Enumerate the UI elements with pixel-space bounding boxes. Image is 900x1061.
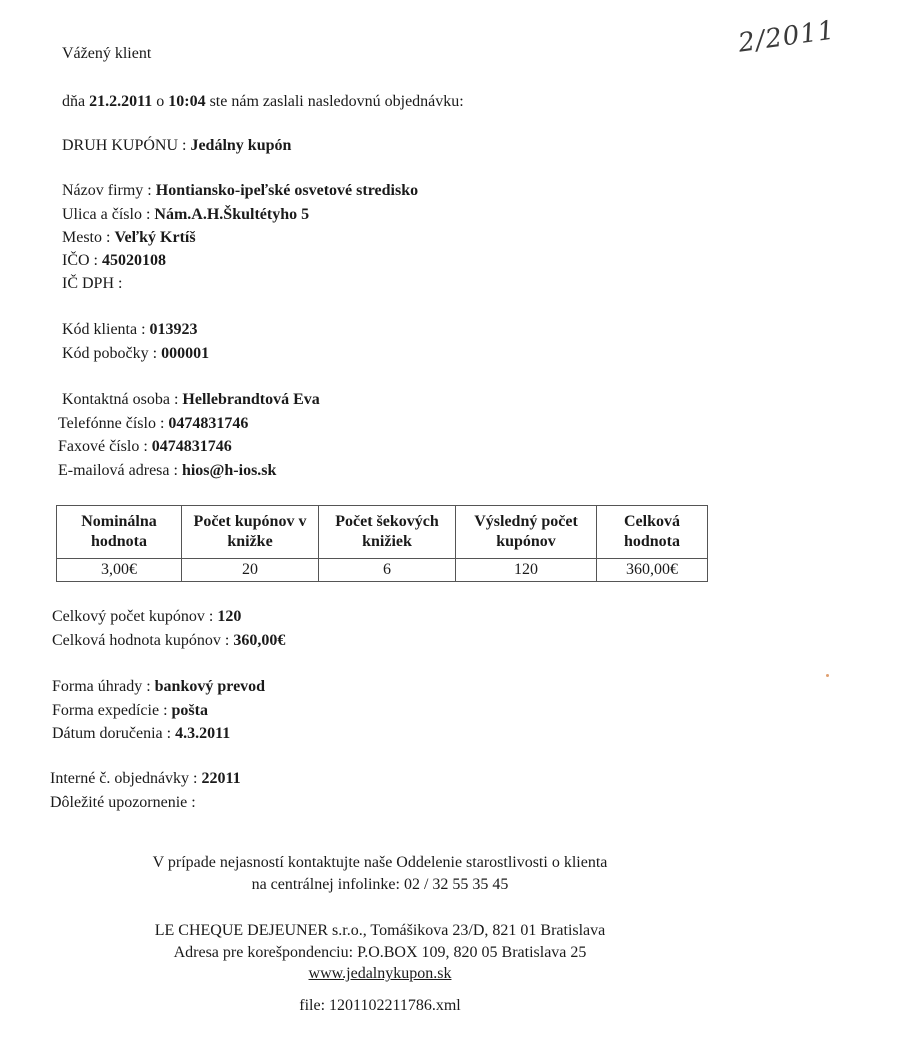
field-label: Interné č. objednávky : <box>50 770 198 787</box>
delivery-date <box>52 724 230 744</box>
field-value: 0474831746 <box>168 415 249 432</box>
intro-prefix: dňa <box>62 93 86 110</box>
contact-fax <box>58 437 232 457</box>
intro-suffix: ste nám zaslali nasledovnú objednávku: <box>209 93 464 110</box>
field-value: Nám.A.H.Škultétyho 5 <box>154 206 310 223</box>
field-value: pošta <box>171 702 208 719</box>
header-line: Počet šekových <box>335 513 439 530</box>
field-label: Kód pobočky : <box>62 345 158 362</box>
contact-person <box>62 390 320 410</box>
header-total-value <box>597 506 708 559</box>
header-line: Výsledný počet <box>474 513 578 530</box>
cell-nominal-value: 3,00€ <box>57 559 182 582</box>
field-label: Forma expedície : <box>52 702 168 719</box>
footer-file-name: file: 1201102211786.xml <box>299 997 461 1014</box>
scan-speck <box>826 674 829 677</box>
header-nominal-value <box>57 506 182 559</box>
important-notice <box>50 793 196 813</box>
cell-coupons-per-book: 20 <box>182 559 319 582</box>
header-line: kupónov <box>496 533 556 550</box>
field-label: E-mailová adresa : <box>58 462 178 479</box>
company-name <box>62 181 418 201</box>
intro-line <box>62 92 464 112</box>
field-label: Názov firmy : <box>62 182 152 199</box>
header-line: hodnota <box>90 533 148 550</box>
cell-book-count: 6 <box>319 559 456 582</box>
field-label: Kód klienta : <box>62 321 146 338</box>
field-value: 4.3.2011 <box>175 725 231 742</box>
field-value: 360,00€ <box>233 632 286 649</box>
field-value: Veľký Krtíš <box>114 229 196 246</box>
company-street <box>62 205 309 225</box>
contact-email <box>58 461 276 481</box>
order-date: 21.2.2011 <box>89 93 153 110</box>
header-line: knižiek <box>362 533 412 550</box>
company-city <box>62 228 196 248</box>
table-header-row <box>57 506 708 559</box>
field-value: 120 <box>217 608 242 625</box>
field-label: Ulica a číslo : <box>62 206 151 223</box>
order-table <box>56 505 708 582</box>
greeting: Vážený klient <box>62 45 152 62</box>
handwritten-note: 2/2011 <box>736 15 838 59</box>
footer-notice-line2: na centrálnej infolinke: 02 / 32 55 35 45 <box>251 876 509 893</box>
contact-phone <box>58 414 248 434</box>
field-value: 0474831746 <box>151 438 232 455</box>
footer-notice-line1: V prípade nejasností kontaktujte naše Oddelenie starostlivosti o klienta <box>152 854 608 871</box>
field-label: IČ DPH : <box>62 275 123 292</box>
field-label: Telefónne číslo : <box>58 415 165 432</box>
field-label: Faxové číslo : <box>58 438 148 455</box>
order-time: 10:04 <box>168 93 206 110</box>
coupon-type-label: DRUH KUPÓNU : <box>62 137 187 154</box>
footer-company-line: LE CHEQUE DEJEUNER s.r.o., Tomášikova 23/D, 821 01 Bratislava <box>154 922 606 939</box>
field-label: Kontaktná osoba : <box>62 391 179 408</box>
header-line: hodnota <box>623 533 681 550</box>
field-label: Celkový počet kupónov : <box>52 608 214 625</box>
coupon-type <box>62 136 291 156</box>
field-label: Dôležité upozornenie : <box>50 794 196 811</box>
footer-address-line: Adresa pre korešpondenciu: P.O.BOX 109, 820 05 Bratislava 25 <box>173 944 587 961</box>
header-coupons-per-book <box>182 506 319 559</box>
branch-code <box>62 344 209 364</box>
header-line: Počet kupónov v <box>193 513 307 530</box>
header-line: knižke <box>227 533 273 550</box>
field-label: Forma úhrady : <box>52 678 151 695</box>
field-value: Hontiansko-ipeľské osvetové stredisko <box>155 182 419 199</box>
client-code <box>62 320 198 340</box>
field-value: Hellebrandtová Eva <box>182 391 320 408</box>
field-label: IČO : <box>62 252 98 269</box>
table-row <box>57 559 708 582</box>
header-line: Celková <box>624 513 680 530</box>
total-coupon-count <box>52 607 241 627</box>
field-label: Celková hodnota kupónov : <box>52 632 230 649</box>
total-coupon-value <box>52 631 285 651</box>
field-value: 22011 <box>201 770 241 787</box>
field-value: bankový prevod <box>154 678 266 695</box>
field-value: 013923 <box>149 321 198 338</box>
header-book-count <box>319 506 456 559</box>
field-value: 000001 <box>161 345 210 362</box>
payment-method <box>52 677 265 697</box>
header-total-coupons <box>456 506 597 559</box>
cell-total-coupons: 120 <box>456 559 597 582</box>
header-line: Nominálna <box>81 513 157 530</box>
footer-website-row <box>0 963 760 985</box>
field-label: Mesto : <box>62 229 111 246</box>
internal-order-number <box>50 769 241 789</box>
intro-mid: o <box>156 93 165 110</box>
shipping-method <box>52 701 208 721</box>
website-link[interactable]: www.jedalnykupon.sk <box>308 965 452 982</box>
company-ic-dph <box>62 274 122 294</box>
field-value: hios@h-ios.sk <box>181 462 277 479</box>
coupon-type-value: Jedálny kupón <box>190 137 292 154</box>
cell-total-value: 360,00€ <box>597 559 708 582</box>
field-label: Dátum doručenia : <box>52 725 172 742</box>
company-ico <box>62 251 166 271</box>
field-value: 45020108 <box>102 252 166 269</box>
